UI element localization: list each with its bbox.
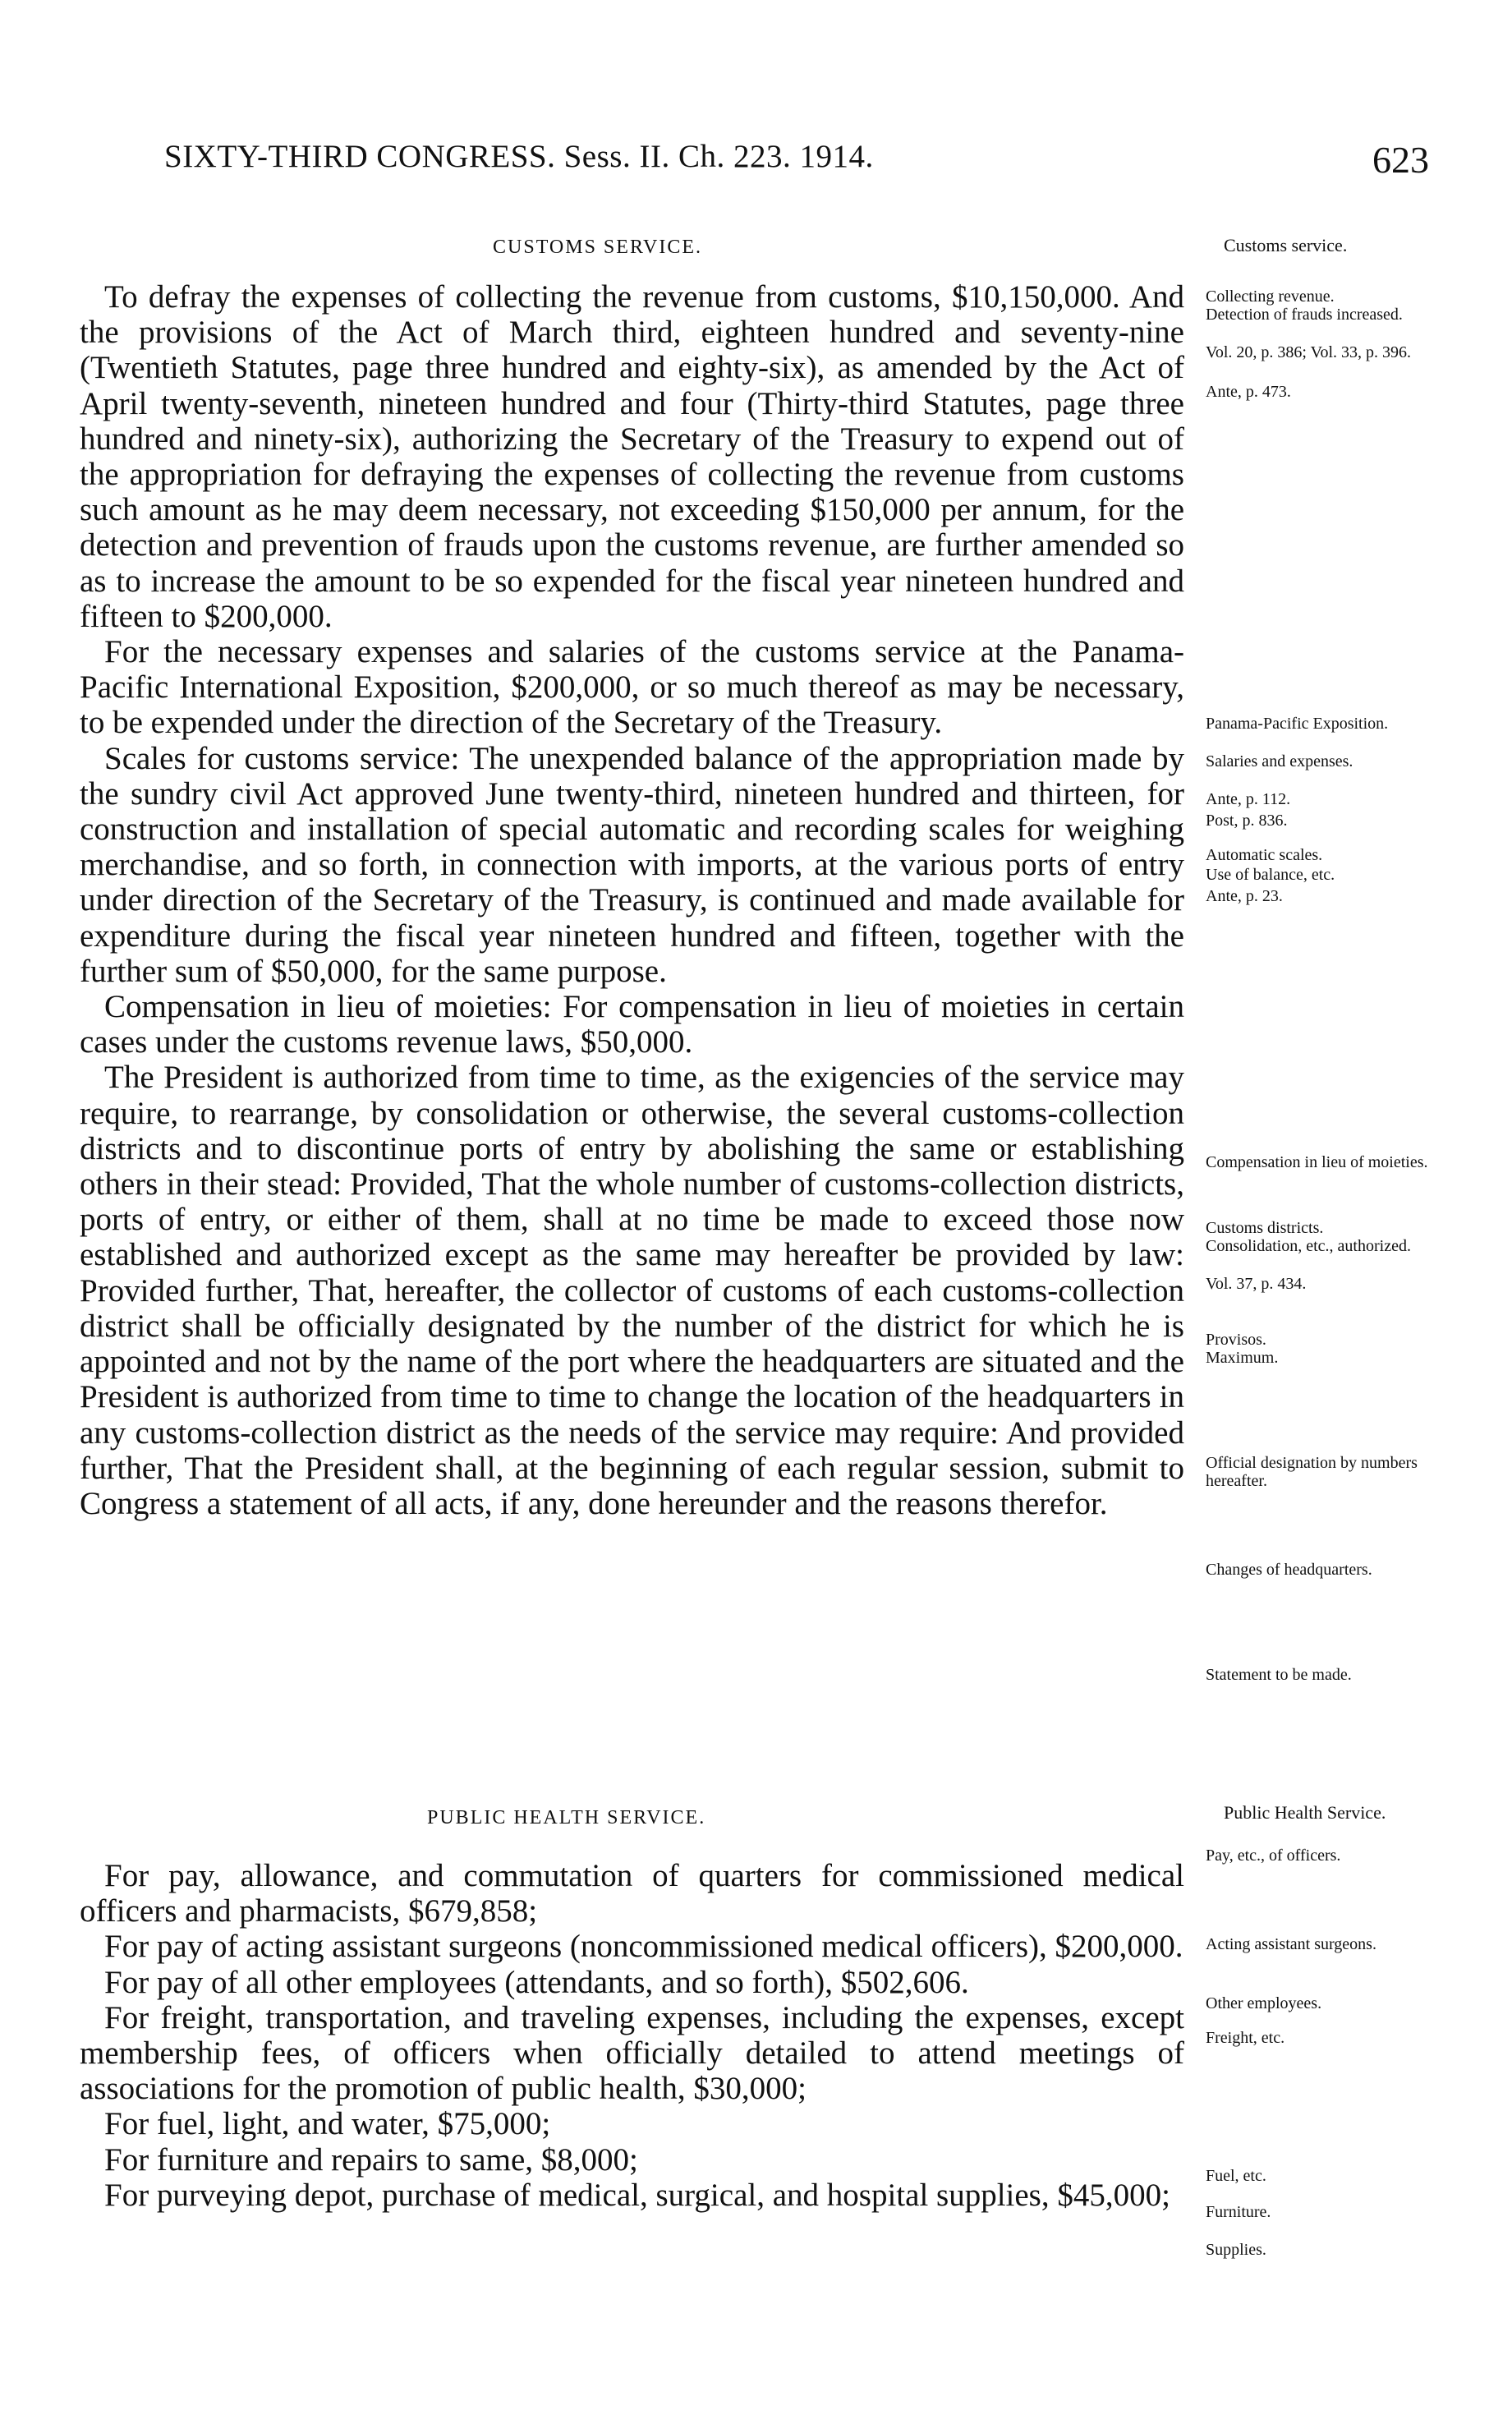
margin-note: Compensation in lieu of moieties. xyxy=(1206,1153,1428,1171)
section-heading-public-health: PUBLIC HEALTH SERVICE. xyxy=(427,1807,706,1828)
margin-note: Ante, p. 23. xyxy=(1206,887,1283,905)
page-number: 623 xyxy=(1372,139,1429,181)
running-head-title: SIXTY-THIRD CONGRESS. Sess. II. Ch. 223. 1914. xyxy=(164,139,874,174)
margin-note: Other employees. xyxy=(1206,1994,1322,2012)
margin-note: Post, p. 836. xyxy=(1206,812,1288,830)
margin-note: Ante, p. 112. xyxy=(1206,790,1291,808)
paragraph: For pay of all other employees (attendants, and so forth), $502,606. xyxy=(104,1964,969,2000)
margin-note: Ante, p. 473. xyxy=(1206,383,1291,401)
paragraph: The President is authorized from time to time, as the exigencies of the service may require, to rearrange, by consolidation or otherwise, the several customs-collection districts and to discontinue ports of entry by abolishing the same or establishing others in their stead: Provided, That the whole number of customs-collection districts, ports of entry, or either of them, shall at no time be made to exceed those now established and authorized except as the same may hereafter be provided by law: Provided further, That, hereafter, the collector of customs of each customs-collection district shall be officially designated by the number of the district for which he is appointed and not by the name of the port where the headquarters are situated and the President is authorized from time to time to change the location of the headquarters in any customs-collection district as the needs of the service may require: And provided further, That the President shall, at the beginning of each regular session, submit to Congress a statement of all acts, if any, done hereunder and the reasons therefor. xyxy=(80,1060,1184,1521)
margin-note: Freight, etc. xyxy=(1206,2029,1285,2047)
running-head xyxy=(164,138,1429,187)
margin-note: Vol. 37, p. 434. xyxy=(1206,1275,1307,1293)
margin-note: Supplies. xyxy=(1206,2241,1266,2259)
paragraph: Scales for customs service: The unexpended balance of the appropriation made by the sundry civil Act approved June twenty-third, nineteen hundred and thirteen, for construction and installation of special automatic and recording scales for weighing merchandise, and so forth, in connection with imports, at the various ports of entry under direction of the Secretary of the Treasury, is continued and made available for expenditure during the fiscal year nineteen hundred and fifteen, together with the further sum of $50,000, for the same purpose. xyxy=(80,740,1184,989)
side-heading-customs: Customs service. xyxy=(1224,235,1348,255)
margin-note: Use of balance, etc. xyxy=(1206,866,1335,884)
margin-note: Collecting revenue. xyxy=(1206,287,1335,306)
margin-note: Consolidation, etc., authorized. xyxy=(1206,1237,1411,1255)
side-heading-public-health: Public Health Service. xyxy=(1224,1802,1386,1823)
public-health-text xyxy=(80,1858,1184,2213)
customs-text xyxy=(80,279,1184,1521)
paragraph: For freight, transportation, and traveling expenses, including the expenses, except membership fees, of officers when officially detailed to attend meetings of associations for the promotion of public health, $30,000; xyxy=(80,1999,1184,2107)
paragraph: For furniture and repairs to same, $8,000; xyxy=(104,2141,638,2178)
margin-note: Automatic scales. xyxy=(1206,846,1323,864)
margin-note: Salaries and expenses. xyxy=(1206,752,1353,770)
margin-note: Panama-Pacific Exposition. xyxy=(1206,715,1389,733)
margin-note: Provisos. xyxy=(1206,1331,1266,1349)
margin-note: Detection of frauds increased. xyxy=(1206,306,1403,324)
paragraph: For pay, allowance, and commutation of quarters for commissioned medical officers and pharmacists, $679,858; xyxy=(80,1858,1184,1929)
paragraph: For the necessary expenses and salaries of the customs service at the Panama-Pacific International Exposition, $200,000, or so much thereof as may be necessary, to be expended under the direction of the Secretary of the Treasury. xyxy=(80,634,1184,741)
paragraph: For pay of acting assistant surgeons (noncommissioned medical officers), $200,000. xyxy=(104,1929,1183,1965)
paragraph: Compensation in lieu of moieties: For compensation in lieu of moieties in certain cases under the customs revenue laws, $50,000. xyxy=(80,989,1184,1060)
margin-note: Furniture. xyxy=(1206,2203,1271,2221)
margin-note: Customs districts. xyxy=(1206,1219,1324,1237)
paragraph: For purveying depot, purchase of medical, surgical, and hospital supplies, $45,000; xyxy=(104,2177,1170,2213)
margin-note: Acting assistant surgeons. xyxy=(1206,1935,1376,1953)
paragraph: For fuel, light, and water, $75,000; xyxy=(104,2106,551,2142)
margin-note: Pay, etc., of officers. xyxy=(1206,1847,1341,1865)
margin-note: Changes of headquarters. xyxy=(1206,1561,1372,1579)
paragraph: To defray the expenses of collecting the revenue from customs, $10,150,000. And the provisions of the Act of March third, eighteen hundred and seventy-nine (Twentieth Statutes, page three hundred and eighty-six), as amended by the Act of April twenty-seventh, nineteen hundred and four (Thirty-third Statutes, page three hundred and ninety-six), authorizing the Secretary of the Treasury to expend out of the appropriation for defraying the expenses of collecting the revenue from customs such amount as he may deem necessary, not exceeding $150,000 per annum, for the detection and prevention of frauds upon the customs revenue, are further amended so as to increase the amount to be so expended for the fiscal year nineteen hundred and fifteen to $200,000. xyxy=(80,279,1184,634)
margin-note: Fuel, etc. xyxy=(1206,2167,1266,2185)
margin-note: Statement to be made. xyxy=(1206,1666,1352,1684)
margin-note: Maximum. xyxy=(1206,1349,1279,1367)
margin-note: Vol. 20, p. 386; Vol. 33, p. 396. xyxy=(1206,343,1412,361)
section-heading-customs: CUSTOMS SERVICE. xyxy=(493,237,703,258)
margin-note: Official designation by numbers hereafter. xyxy=(1206,1454,1418,1490)
